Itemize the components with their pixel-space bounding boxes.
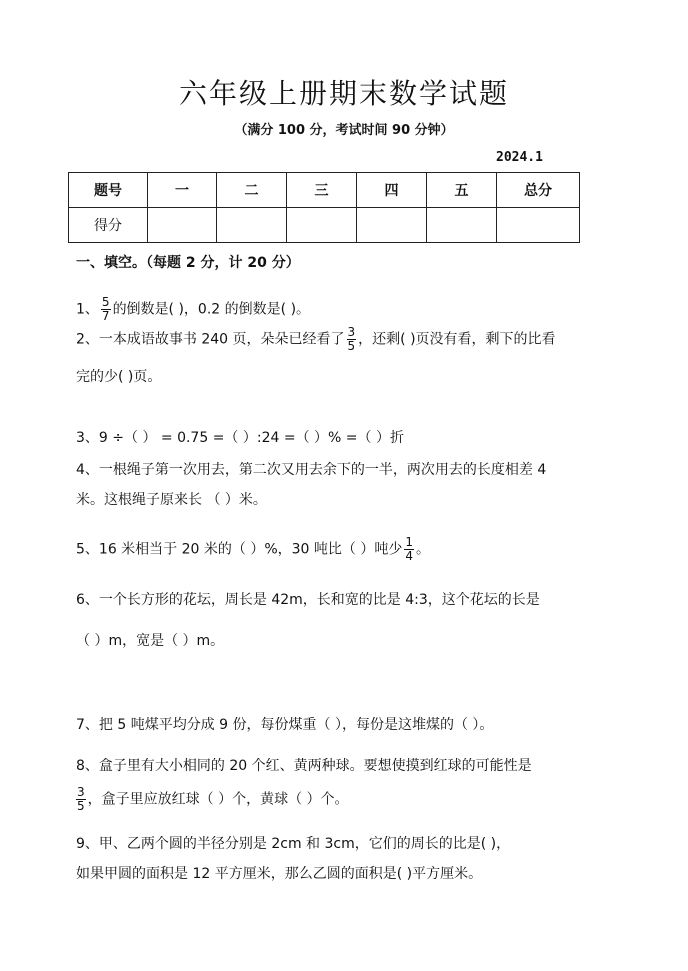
score-cell: 题号 (69, 173, 148, 208)
fraction-numerator: 3 (77, 785, 85, 799)
score-blank[interactable] (357, 208, 427, 243)
question-7: 7、把 5 吨煤平均分成 9 份，每份煤重（ ），每份是这堆煤的（ ）。 (76, 717, 494, 733)
fraction-denominator: 7 (101, 309, 110, 323)
score-cell: 五 (427, 173, 497, 208)
q1-text: 的倒数是( )，0.2 的倒数是( )。 (112, 301, 311, 318)
q2-text-a: 2、一本成语故事书 240 页，朵朵已经看了 (76, 331, 345, 348)
q8-text: ，盒子里应放红球（ ）个，黄球（ ）个。 (87, 791, 349, 808)
section-heading: 一、填空。（每题 2 分，计 20 分） (76, 255, 300, 271)
score-blank[interactable] (217, 208, 287, 243)
page-title: 六年级上册期末数学试题 (178, 77, 509, 110)
question-1 (76, 296, 310, 323)
fraction-numerator: 3 (347, 325, 356, 339)
q5-fraction (404, 536, 414, 563)
q8-fraction (76, 786, 86, 813)
fraction-denominator: 5 (347, 339, 356, 353)
question-5 (76, 536, 430, 563)
question-8-line-1: 8、盒子里有大小相同的 20 个红、黄两种球。要想使摸到红球的可能性是 (76, 758, 532, 774)
q1-fraction (101, 296, 111, 323)
q5-end: 。 (416, 541, 430, 558)
score-cell: 二 (217, 173, 287, 208)
q2-fraction (347, 326, 357, 353)
score-cell: 总分 (497, 173, 580, 208)
question-2-line-1 (76, 326, 556, 353)
question-2-line-2: 完的少( )页。 (76, 369, 162, 385)
question-9-line-1: 9、甲、乙两个圆的半径分别是 2cm 和 3cm，它们的周长的比是( )， (76, 836, 511, 852)
score-table-header-row (69, 173, 580, 208)
score-table (68, 172, 580, 243)
fraction-denominator: 4 (405, 549, 413, 563)
score-label: 得分 (69, 208, 148, 243)
score-cell: 三 (287, 173, 357, 208)
fraction-numerator: 5 (101, 295, 110, 309)
score-blank[interactable] (497, 208, 580, 243)
q1-prefix: 1、 (76, 301, 99, 318)
exam-date: 2024.1 (496, 150, 543, 165)
fraction-numerator: 1 (405, 535, 413, 549)
question-3: 3、9 ÷（ ） = 0.75 =（ ）:24 =（ ）% =（ ）折 (76, 430, 404, 446)
score-cell: 四 (357, 173, 427, 208)
question-6-line-1: 6、一个长方形的花坛，周长是 42m，长和宽的比是 4:3，这个花坛的长是 (76, 592, 540, 608)
score-cell: 一 (148, 173, 217, 208)
score-blank[interactable] (287, 208, 357, 243)
score-blank[interactable] (148, 208, 217, 243)
fraction-denominator: 5 (77, 799, 85, 813)
question-6-line-2: （ ）m，宽是（ ）m。 (76, 633, 225, 649)
question-4-line-1: 4、一根绳子第一次用去，第二次又用去余下的一半，两次用去的长度相差 4 (76, 462, 547, 478)
q5-text: 5、16 米相当于 20 米的（ ）%，30 吨比（ ）吨少 (76, 541, 403, 558)
question-4-line-2: 米。这根绳子原来长 （ ）米。 (76, 492, 267, 508)
q2-text-b: ，还剩( )页没有看，剩下的比看 (358, 331, 556, 348)
score-blank[interactable] (427, 208, 497, 243)
page-subtitle: （满分 100 分，考试时间 90 分钟） (234, 123, 454, 138)
question-8-line-2 (76, 786, 349, 813)
question-9-line-2: 如果甲圆的面积是 12 平方厘米，那么乙圆的面积是( )平方厘米。 (76, 866, 483, 882)
score-table-score-row (69, 208, 580, 243)
